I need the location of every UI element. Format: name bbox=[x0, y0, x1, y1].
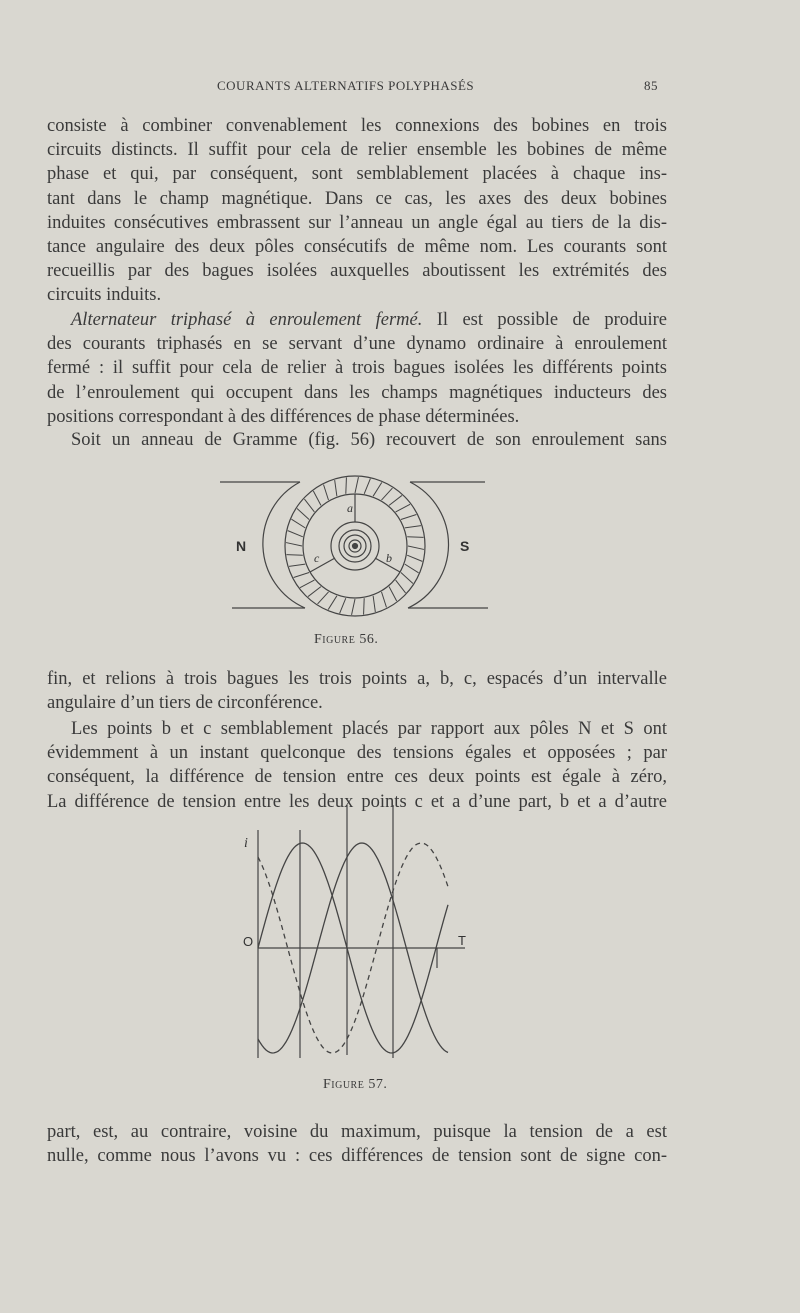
running-head-title: COURANTS ALTERNATIFS POLYPHASÉS bbox=[217, 78, 475, 93]
text-line: induites consécutives embrassent sur l’anneau un angle égal au tiers de la dis- bbox=[47, 212, 667, 233]
point-label-c: c bbox=[314, 551, 320, 565]
coil-winding bbox=[300, 580, 314, 588]
coil-winding bbox=[304, 499, 314, 512]
coil-winding bbox=[346, 478, 347, 494]
paragraph-1 bbox=[47, 114, 667, 308]
coil-winding bbox=[389, 495, 402, 505]
pole-label-n: N bbox=[236, 538, 247, 554]
figure-57-three-phase-waves bbox=[0, 800, 800, 1070]
coil-winding bbox=[396, 580, 406, 593]
coil-winding bbox=[355, 477, 358, 493]
page-number: 85 bbox=[644, 78, 658, 93]
point-label-b: b bbox=[386, 551, 392, 565]
coil-winding bbox=[389, 587, 397, 601]
coil-winding bbox=[405, 564, 419, 573]
text-line: Soit un anneau de Gramme (fig. 56) recouvert de son enroulement sans bbox=[71, 430, 667, 450]
section-run-in-title: Alternateur triphasé à enroulement fermé. bbox=[71, 310, 423, 330]
coil-winding bbox=[340, 598, 346, 613]
coil-winding bbox=[405, 526, 421, 528]
coil-winding bbox=[286, 543, 302, 546]
coil-winding bbox=[294, 573, 310, 578]
coil-winding bbox=[364, 598, 365, 614]
text-line: fermé : il suffit pour cela de relier à trois bagues isolées les différents points bbox=[47, 358, 667, 379]
axis-label-o: O bbox=[243, 934, 254, 949]
text-line: Alternateur triphasé à enroulement fermé. Il est possible de produire bbox=[71, 310, 667, 330]
figure-56-gramme-ring bbox=[0, 470, 800, 630]
text-line: conséquent, la différence de tension entre ces deux points est égale à zéro, bbox=[47, 767, 667, 788]
pole-label-s: S bbox=[460, 538, 470, 554]
coil-winding bbox=[328, 596, 337, 610]
coil-winding bbox=[324, 485, 329, 501]
coil-winding bbox=[291, 519, 305, 528]
coil-winding bbox=[401, 573, 413, 584]
text-line: nulle, comme nous l’avons vu : ces différences de tension sont de signe con- bbox=[47, 1146, 667, 1167]
axis-label-t: T bbox=[458, 933, 466, 948]
text-line: fin, et relions à trois bagues les trois points a, b, c, espacés d’un intervalle bbox=[47, 669, 667, 689]
coil-winding bbox=[373, 482, 382, 496]
coil-winding bbox=[401, 515, 417, 520]
text-line: part, est, au contraire, voisine du maximum, puisque la tension de a est bbox=[47, 1122, 667, 1142]
axis-label-i: i bbox=[244, 836, 248, 851]
text-line: Les points b et c semblablement placés par rapport aux pôles N et S ont bbox=[71, 719, 667, 739]
text-line: consiste à combiner convenablement les connexions des bobines en trois bbox=[47, 116, 667, 136]
coil-winding bbox=[407, 537, 423, 538]
text-line: angulaire d’un tiers de circonférence. bbox=[47, 693, 323, 714]
text-line: de l’enroulement qui occupent dans les champs magnétiques inducteurs des bbox=[47, 382, 667, 403]
coil-winding bbox=[382, 592, 387, 608]
coil-winding bbox=[352, 599, 355, 615]
text-line: La différence de tension entre les deux points c et a d’une part, b et a d’autre bbox=[47, 791, 667, 812]
coil-winding bbox=[297, 509, 309, 520]
coil-winding bbox=[396, 504, 410, 512]
coil-winding bbox=[288, 531, 303, 537]
text-line: recueillis par des bagues isolées auxquelles aboutissent les extrémités des bbox=[47, 261, 667, 282]
figure-56-caption: Figure 56. bbox=[314, 632, 379, 647]
paragraph-2 bbox=[47, 308, 667, 429]
paragraph-4 bbox=[47, 667, 667, 715]
text-line: phase et qui, par conséquent, sont semblablement placées à chaque ins- bbox=[47, 164, 667, 185]
text-line: positions correspondant à des différences de phase déterminées. bbox=[47, 406, 520, 427]
figure-57-caption: Figure 57. bbox=[323, 1077, 388, 1092]
coil-winding bbox=[364, 479, 370, 494]
coil-winding bbox=[408, 546, 424, 549]
text-line: tant dans le champ magnétique. Dans ce cas, les axes des deux bobines bbox=[47, 188, 667, 209]
text-line: des courants triphasés en se servant d’une dynamo ordinaire à enroulement bbox=[47, 334, 667, 355]
paragraph-6 bbox=[47, 1120, 667, 1168]
coil-winding bbox=[313, 491, 321, 505]
coil-winding bbox=[308, 587, 321, 597]
coil-winding bbox=[289, 564, 305, 566]
coil-winding bbox=[287, 555, 303, 556]
text-line: évidemment à un instant quelconque des tensions égales et opposées ; par bbox=[47, 743, 667, 764]
coil-winding bbox=[407, 555, 422, 561]
text-line: tance angulaire des deux pôles consécutifs de même nom. Les courants sont bbox=[47, 237, 667, 258]
point-label-a: a bbox=[347, 501, 353, 515]
coil-winding bbox=[382, 488, 393, 500]
coil-winding bbox=[373, 596, 375, 612]
text-line: circuits distincts. Il suffit pour cela de relier ensemble les bobines de même bbox=[47, 140, 667, 161]
text-line: circuits induits. bbox=[47, 285, 162, 306]
paragraph-3 bbox=[47, 428, 667, 452]
coil-winding bbox=[335, 480, 337, 496]
coil-winding bbox=[318, 592, 329, 604]
